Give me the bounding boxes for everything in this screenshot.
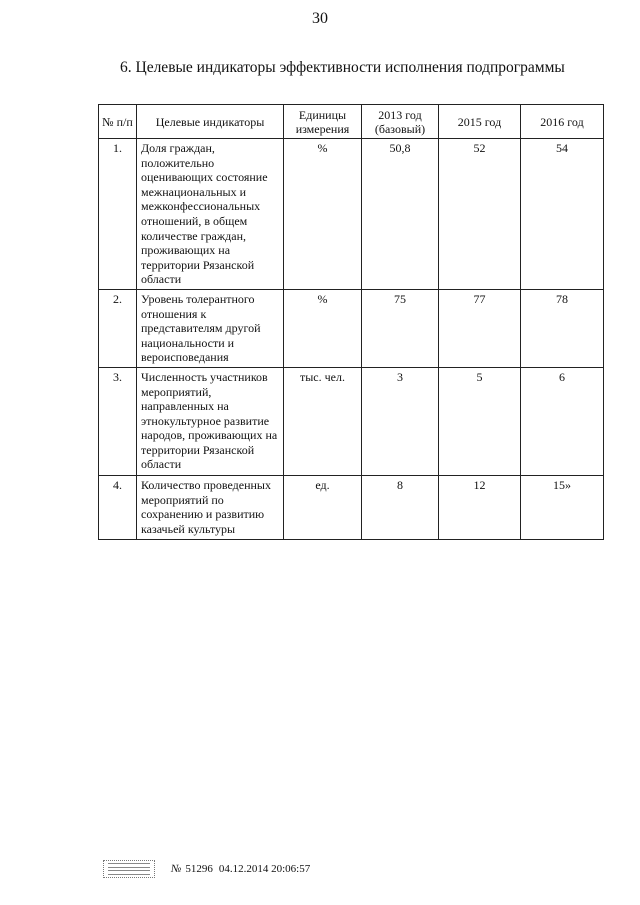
row-unit: % (284, 139, 362, 290)
row-value-2016: 78 (521, 289, 604, 367)
section-title: 6. Целевые индикаторы эффективности исполнения подпрограммы (120, 59, 565, 76)
row-value-2015: 77 (439, 289, 521, 367)
header-unit: Единицы измерения (284, 105, 362, 139)
row-number: 1. (99, 139, 137, 290)
row-value-2015: 12 (439, 475, 521, 539)
page-number: 30 (312, 10, 328, 27)
row-value-2016: 15» (521, 475, 604, 539)
row-number: 2. (99, 289, 137, 367)
header-indicator: Целевые индикаторы (137, 105, 284, 139)
document-number: 51296 (185, 863, 213, 875)
row-indicator: Количество проведенных мероприятий по сохранению и развитию казачьей культуры (137, 475, 284, 539)
table-header-row (99, 105, 604, 139)
row-value-2016: 6 (521, 367, 604, 475)
document-number-symbol: № (171, 863, 182, 875)
row-value-2015: 5 (439, 367, 521, 475)
row-value-2013: 8 (362, 475, 439, 539)
document-date: 04.12.2014 20:06:57 (218, 863, 311, 875)
registration-stamp-icon (103, 860, 155, 878)
indicators-table (98, 104, 604, 540)
table-row (99, 475, 604, 539)
document-footer (103, 860, 310, 878)
table-row (99, 139, 604, 290)
row-value-2015: 52 (439, 139, 521, 290)
row-unit: ед. (284, 475, 362, 539)
row-value-2013: 50,8 (362, 139, 439, 290)
row-unit: % (284, 289, 362, 367)
row-value-2016: 54 (521, 139, 604, 290)
table-row (99, 367, 604, 475)
header-2013: 2013 год (базовый) (362, 105, 439, 139)
row-indicator: Уровень толерантного отношения к представителям другой национальности и вероисповедания (137, 289, 284, 367)
row-number: 4. (99, 475, 137, 539)
row-number: 3. (99, 367, 137, 475)
row-value-2013: 3 (362, 367, 439, 475)
header-2015: 2015 год (439, 105, 521, 139)
row-indicator: Доля граждан, положительно оценивающих состояние межнациональных и межконфессиональных отношений, в общем количестве граждан, проживающих на территории Рязанской области (137, 139, 284, 290)
table-row (99, 289, 604, 367)
row-unit: тыс. чел. (284, 367, 362, 475)
row-value-2013: 75 (362, 289, 439, 367)
row-indicator: Численность участников мероприятий, направленных на этнокультурное развитие народов, проживающих на территории Рязанской области (137, 367, 284, 475)
header-num: № п/п (99, 105, 137, 139)
header-2016: 2016 год (521, 105, 604, 139)
